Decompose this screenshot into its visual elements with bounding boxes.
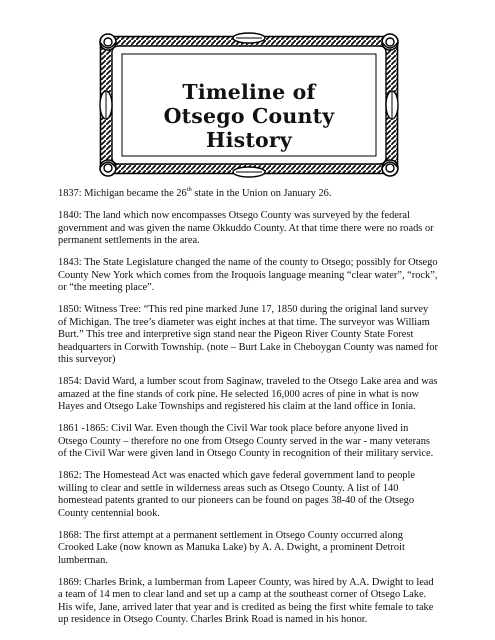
timeline-entry-1854: 1854: David Ward, a lumber scout from Saginaw, traveled to the Otsego Lake area and was amazed at the fine stands of cork pine. He selected 16,000 acres of pine in what is now Hayes and Otsego Lake Townships and registered his claim at the land office in Ionia. <box>58 376 438 412</box>
timeline-entry-1840: 1840: The land which now encompasses Otsego County was surveyed by the federal government and was given the name Okkuddo County. At that time there were no roads or permanent settlements in the area. <box>58 210 434 246</box>
timeline-entry-1850: 1850: Witness Tree: “This red pine marked June 17, 1850 during the original land survey of Michigan. The tree’s diameter was eight inches at that time. The surveyor was William Burt.” This tree and interpretive sign stand near the Pigeon River County State Forest headquarters in Corwith Township. (note – Burt Lake in Cheboygan County was named for this surveyor) <box>58 304 438 365</box>
entry-text-after: state in the Union on January 26. <box>191 188 332 199</box>
title-line-3: History <box>206 128 292 152</box>
timeline-entry-1868: 1868: The first attempt at a permanent settlement in Otsego County occurred along Crooked Lake (now known as Manuka Lake) by A. A. Dwight, a prominent Detroit lumberman. <box>58 529 405 566</box>
ordinal-suffix: th <box>186 185 192 193</box>
timeline-entry-1843: 1843: The State Legislature changed the name of the county to Otsego; possibly for Otsego County New York which comes from the Iroquois language meaning “clear water”, “rock”, or “the meeting place”. <box>58 257 438 293</box>
title-line-2: Otsego County <box>163 104 335 128</box>
timeline-entry-1862: 1862: The Homestead Act was enacted which gave federal government land to people willing to clear and settle in wilderness areas such as Otsego County. A list of 140 homestead patents granted to our pioneers can be found on pages 38-40 of the Otsego County centennial book. <box>58 470 416 519</box>
title-ornamental-frame <box>96 30 402 180</box>
timeline-body <box>58 185 438 636</box>
timeline-entry-1861: 1861 -1865: Civil War. Even though the Civil War took place before anyone lived in Otsego County – therefore no one from Otsego County served in the war - many veterans of the Civil War were given land in Otsego County in recognition of their military service. <box>58 423 434 459</box>
timeline-entry-1837 <box>58 185 438 201</box>
timeline-entry-1869: 1869: Charles Brink, a lumberman from Lapeer County, was hired by A.A. Dwight to lead a team of 14 men to clear land and set up a camp at the southeast corner of Otsego Lake. His wife, Jane, arrived later that year and is credited as being the first white female to take up residence in Otsego County. Charles Brink Road is named in his honor. <box>58 576 434 625</box>
page-title <box>96 80 402 152</box>
entry-text-before: 1837: Michigan became the 26 <box>58 188 187 199</box>
title-line-1: Timeline of <box>182 80 316 104</box>
